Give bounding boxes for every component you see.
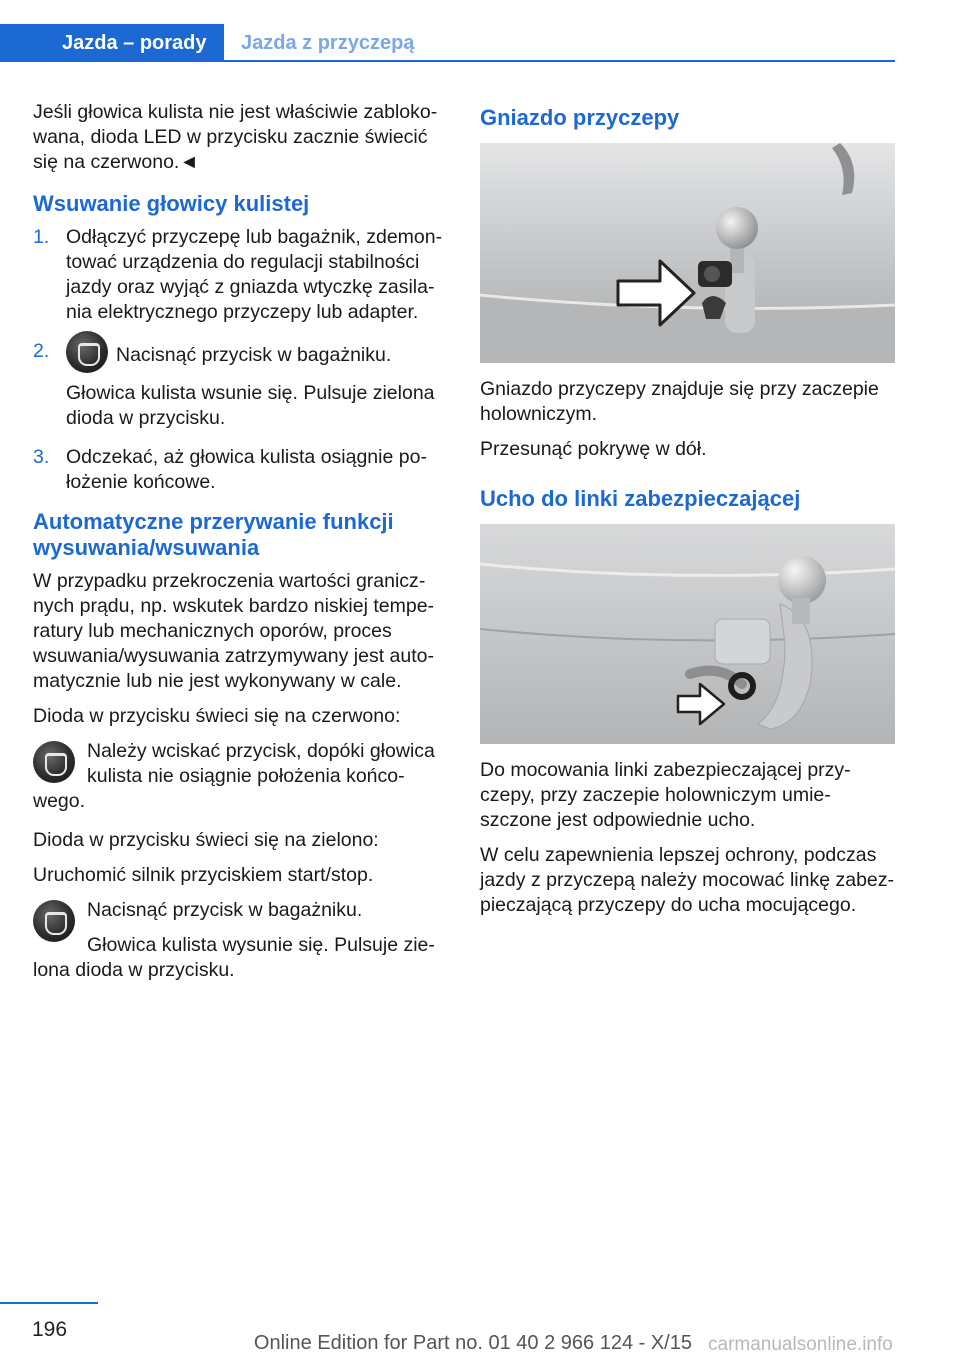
section-auto-stop-title: Automatyczne przerywanie funkcji wysuwania/wsuwania [33,509,394,560]
green-led-label: Dioda w przycisku świeci się na zielono: [33,829,379,851]
step-1 [33,225,448,325]
right-column [480,100,895,928]
trailer-hitch-button-icon [33,900,75,942]
header-tab-trailer: Jazda z przyczepą [241,32,415,54]
red-led-label: Dioda w przycisku świeci się na czerwono: [33,705,401,727]
step-number: 2. [33,340,50,362]
step-3 [33,445,448,495]
step-number: 3. [33,446,50,468]
section-retracting-title: Wsuwanie głowicy kulistej [33,191,310,216]
red-led-instruction [33,739,448,814]
step-subtext: Głowica kulista wsunie się. Pulsuje zielona dioda w przycisku. [66,382,435,429]
step-number: 1. [33,226,50,248]
safety-eye-text-1: Do mocowania linki zabezpieczającej przyczepy, przy zaczepie holowniczym umieszczone jest odpowiednie ucho. [480,759,851,831]
section-socket-title: Gniazdo przyczepy [480,105,680,130]
safety-eye-photo [480,524,895,744]
step-text-label: Nacisnąć przycisk w bagażniku. [116,344,392,367]
edition-note: Online Edition for Part no. 01 40 2 966 124 - X/15 [253,1332,692,1354]
socket-location-text: Gniazdo przyczepy znajduje się przy zaczepie holowniczym. [480,378,879,425]
trailer-socket-photo [480,143,895,363]
trailer-hitch-button-icon [33,741,75,783]
left-column [33,100,448,993]
green-led-instruction [33,898,448,983]
step-2 [33,339,448,431]
step-text: Odczekać, aż głowica kulista osiągnie położenie końcowe. [66,446,427,493]
footer-rule [0,1302,98,1304]
safety-eye-text-2: W celu zapewnienia lepszej ochrony, podczas jazdy z przyczepą należy mocować linkę zabezpieczającą przyczepy do ucha mocującego. [480,844,895,916]
trailer-hitch-button-icon [66,331,108,373]
watermark: carmanualsonline.info [708,1334,893,1355]
page-number: 196 [32,1318,68,1341]
step-text: Odłączyć przyczepę lub bagażnik, zdemontować urządzenia do regulacji stabilności jazdy oraz wyjąć z gniazda wtyczkę zasilania elektrycznego przyczepy lub adapter. [66,226,443,323]
green-led-text-2: Głowica kulista wysunie się. Pulsuje zielona dioda w przycisku. [33,934,435,981]
intro-paragraph: Jeśli głowica kulista nie jest właściwie zablokowana, dioda LED w przycisku zacznie świecić się na czerwono.◄ [33,101,438,173]
header-rule [0,60,895,62]
green-led-text-1: Nacisnąć przycisk w bagażniku. [87,899,363,921]
socket-cover-text: Przesunąć pokrywę w dół. [480,438,707,460]
header-tab-driving-tips: Jazda – porady [0,24,224,62]
auto-stop-paragraph: W przypadku przekroczenia wartości granicznych prądu, np. wskutek bardzo niskiej temperatury lub mechanicznych oporów, proces wsuwania/wysuwania zatrzymywany jest automatycznie lub nie jest wykonywany w cale. [33,570,435,692]
red-led-text: Należy wciskać przycisk, dopóki głowica kulista nie osiągnie położenia końcowego. [33,740,435,812]
page-header [0,0,895,62]
retracting-steps [33,225,448,495]
step-text [66,339,448,373]
green-led-step: Uruchomić silnik przyciskiem start/stop. [33,864,374,886]
section-safety-eye-title: Ucho do linki zabezpieczającej [480,486,801,511]
